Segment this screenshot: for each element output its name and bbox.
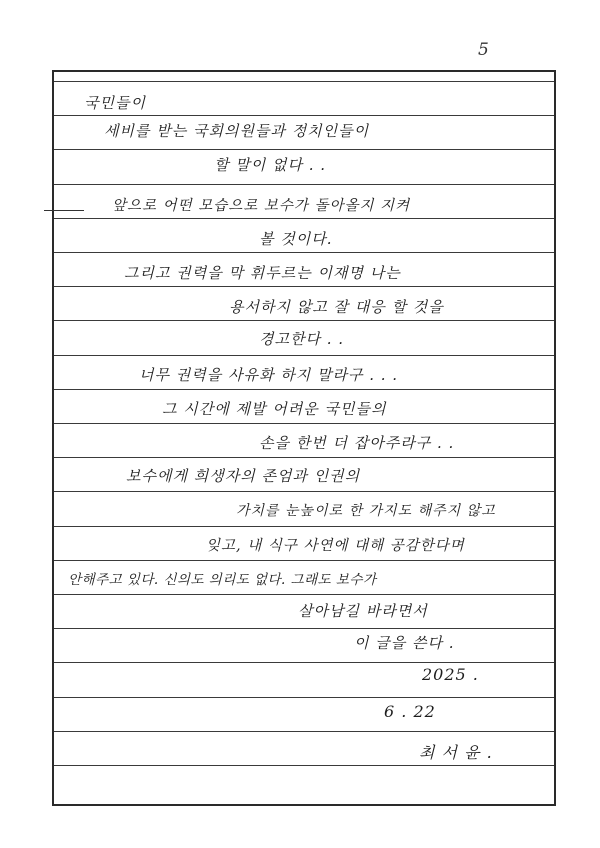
letter-line-5: 볼 것이다. (259, 230, 333, 248)
ruled-letter-sheet (52, 70, 556, 806)
letter-date-day: 6 . 22 (384, 702, 436, 721)
ruled-line (54, 594, 554, 595)
ruled-line (54, 491, 554, 492)
letter-line-12: 보수에게 희생자의 존엄과 인권의 (126, 467, 361, 485)
letter-date-year: 2025 . (422, 665, 479, 684)
ruled-line (54, 81, 554, 82)
letter-line-14: 잊고, 내 식구 사연에 대해 공감한다며 (206, 538, 465, 554)
ruled-line (54, 355, 554, 356)
letter-line-1: 국민들이 (84, 94, 146, 112)
ruled-line (54, 286, 554, 287)
page-number: 5 (478, 40, 489, 60)
ruled-line (54, 765, 554, 766)
letter-line-4: 앞으로 어떤 모습으로 보수가 돌아올지 지켜 (112, 198, 411, 214)
letter-line-8: 경고한다 . . (259, 330, 345, 348)
ruled-line (54, 560, 554, 561)
ruled-line (54, 662, 554, 663)
ruled-line (54, 320, 554, 321)
ruled-line (54, 389, 554, 390)
letter-line-17: 이 글을 쓴다 . (354, 634, 455, 652)
ruled-line (54, 218, 554, 219)
letter-line-15: 안해주고 있다. 신의도 의리도 없다. 그래도 보수가 (68, 572, 377, 588)
letter-line-7: 용서하지 않고 잘 대응 할 것을 (229, 298, 444, 316)
letter-signature: 최 서 윤 . (419, 743, 493, 762)
ruled-line (54, 184, 554, 185)
letter-line-13: 가치를 눈높이로 한 가지도 해주지 않고 (236, 503, 496, 519)
letter-line-10: 그 시간에 제발 어려운 국민들의 (162, 400, 387, 418)
letter-line-6: 그리고 권력을 막 휘두르는 이재명 나는 (124, 264, 401, 282)
ruled-line (54, 457, 554, 458)
ruled-line (54, 149, 554, 150)
ruled-line (54, 423, 554, 424)
ruled-line (54, 628, 554, 629)
ruled-line (54, 697, 554, 698)
ruled-line (54, 731, 554, 732)
ruled-line (54, 252, 554, 253)
ruled-line (54, 115, 554, 116)
ruled-line (54, 526, 554, 527)
letter-line-2: 세비를 받는 국회의원들과 정치인들이 (104, 122, 370, 140)
letter-line-9: 너무 권력을 사유화 하지 말라구 . . . (139, 366, 399, 384)
letter-line-11: 손을 한번 더 잡아주라구 . . (259, 434, 455, 452)
margin-dash-mark (44, 210, 84, 211)
letter-line-3: 할 말이 없다 . . (214, 156, 327, 174)
letter-line-16: 살아남길 바라면서 (298, 602, 428, 620)
